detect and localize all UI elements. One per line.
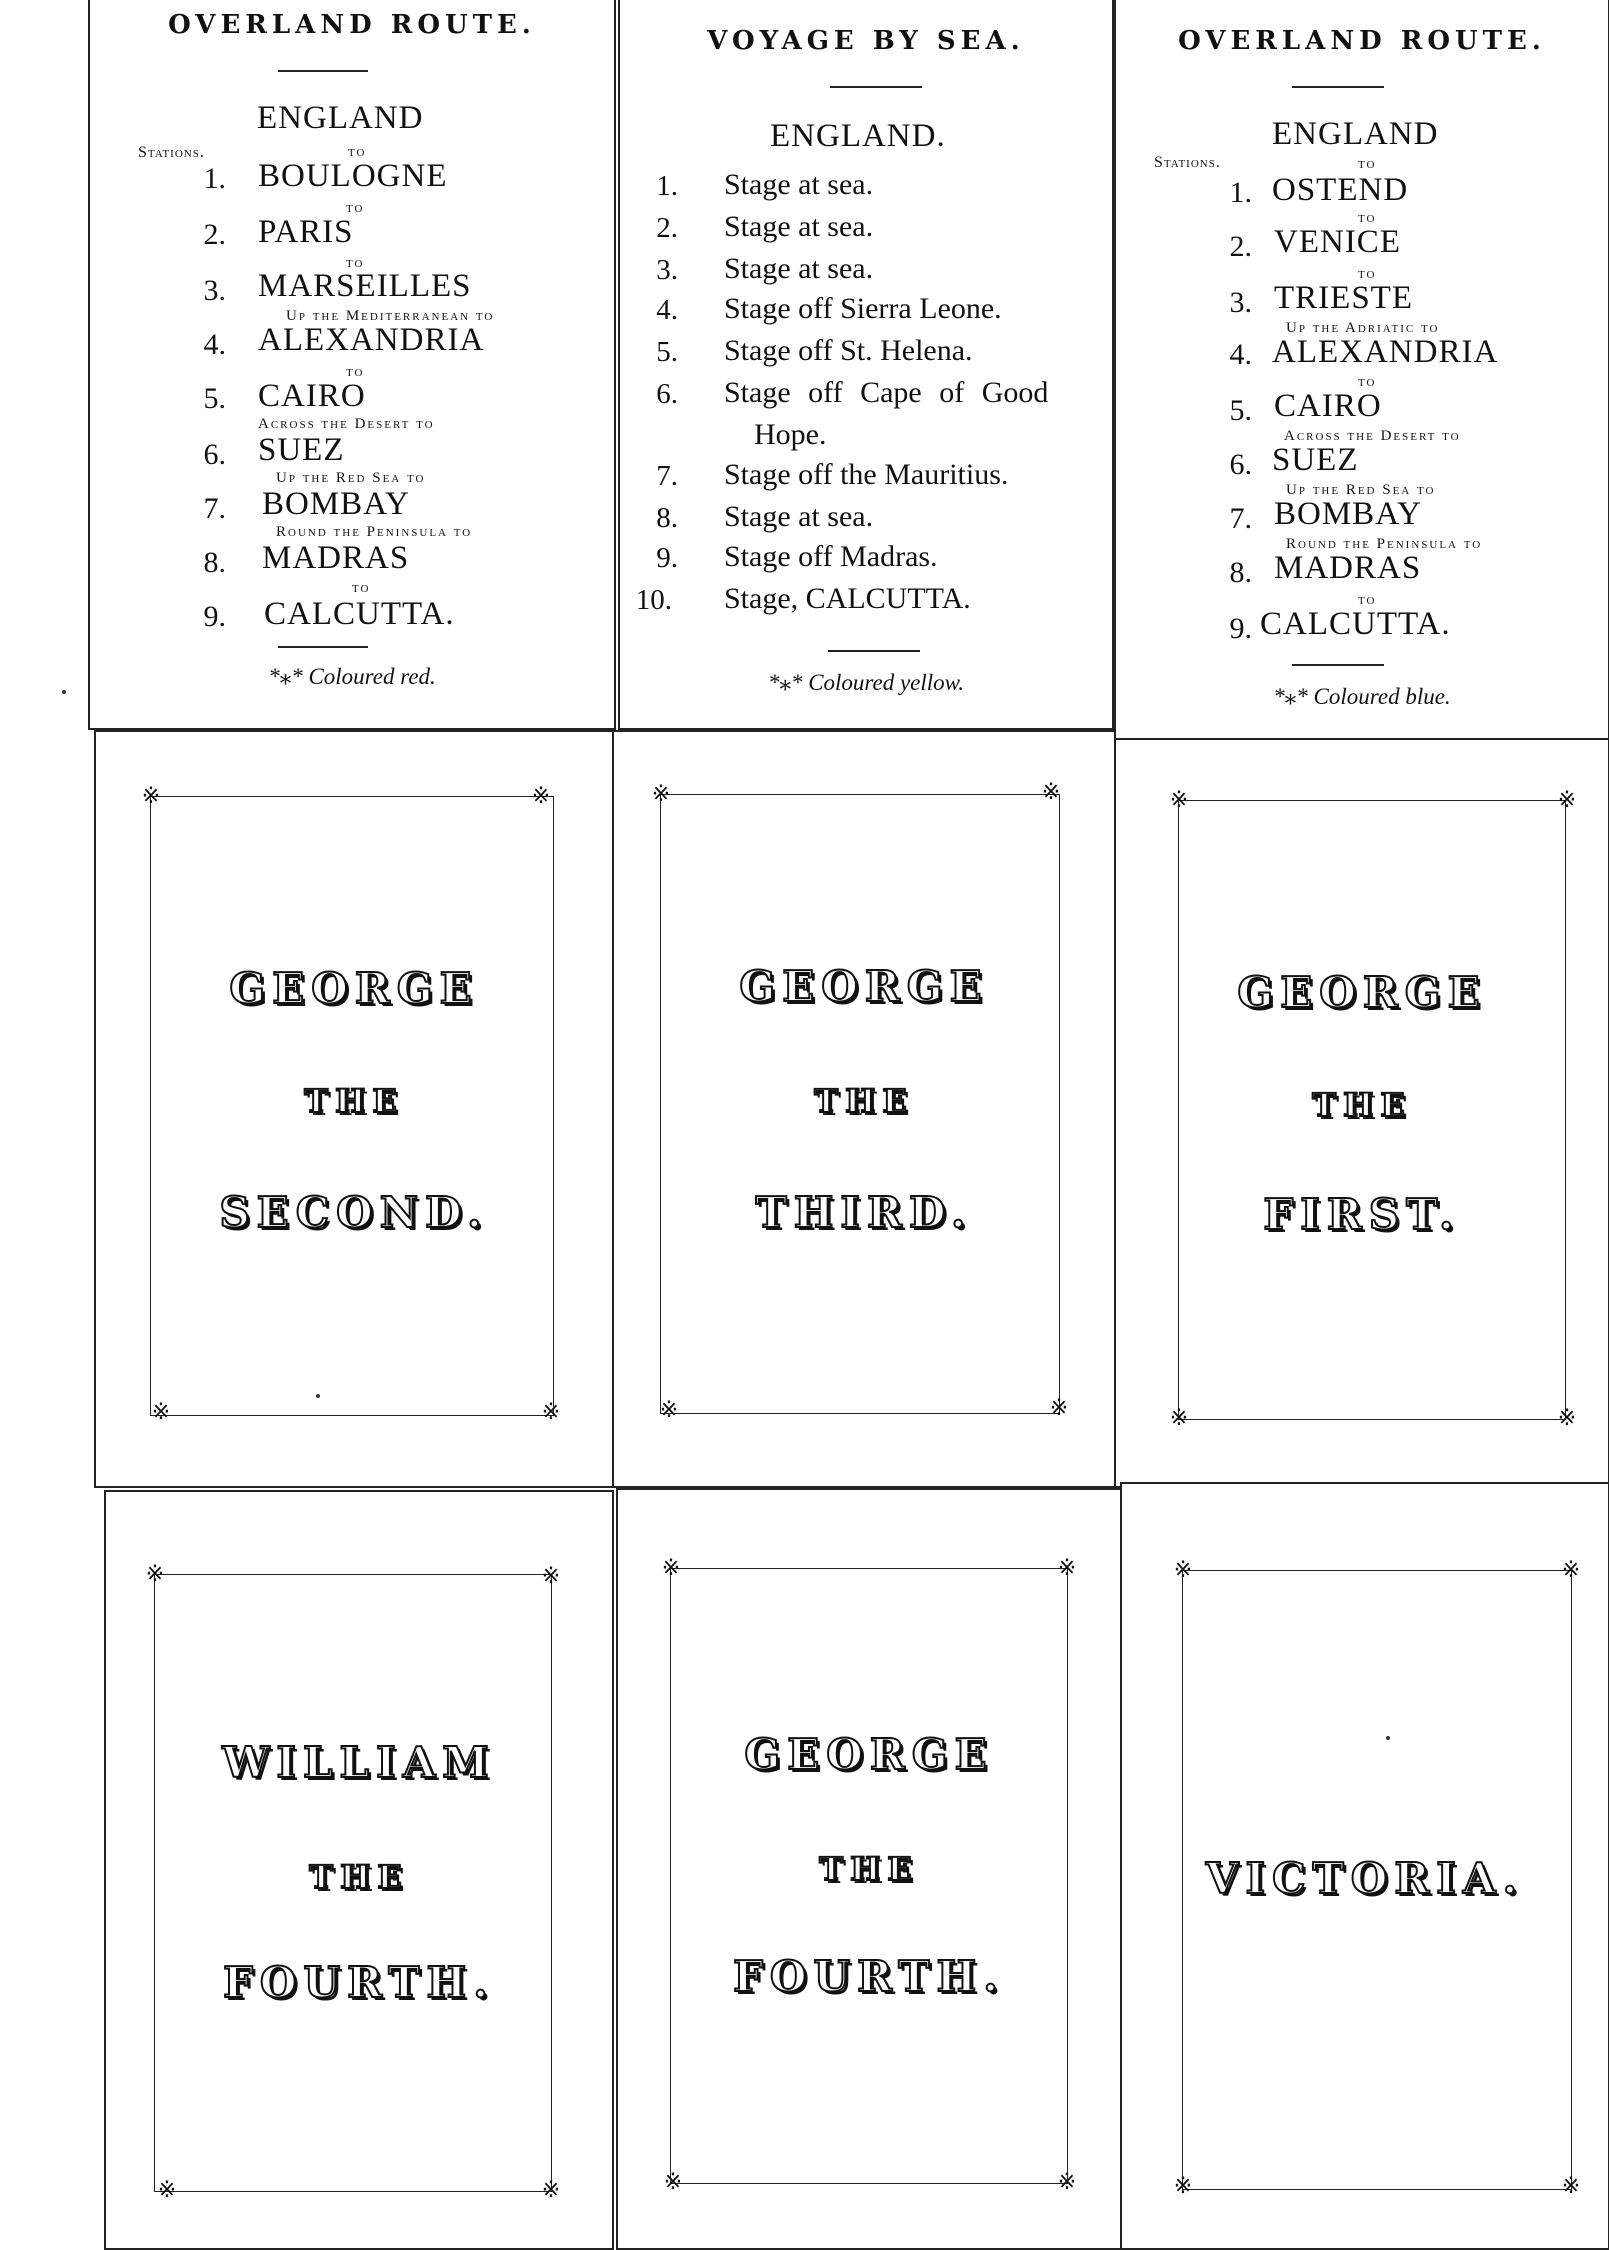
station-place: SUEZ [258, 432, 345, 468]
monarch-card-william-the-fourth [104, 1490, 614, 2250]
station-number: 3. [203, 274, 226, 307]
station-number: 9. [203, 600, 226, 633]
route-card-overland-blue [1114, 0, 1609, 740]
corner-ornament-icon: ※ [151, 1400, 171, 1425]
corner-ornament-icon: ※ [1173, 1558, 1193, 1583]
station-number: 1. [1229, 176, 1252, 209]
title-rule [278, 70, 368, 72]
station-via: Round the Peninsula to [1286, 536, 1483, 552]
monarch-the: THE [304, 1082, 404, 1120]
monarch-name: GEORGE [229, 964, 479, 1013]
station-number: 8. [1229, 556, 1252, 589]
stage-text: Stage at sea. [724, 168, 874, 201]
route-card-overland-red [88, 0, 616, 730]
route-title: OVERLAND ROUTE. [168, 10, 536, 40]
stage-text: Stage at sea. [724, 252, 874, 285]
corner-ornament-icon: ※ [1557, 788, 1577, 813]
station-place: BOMBAY [262, 486, 410, 522]
station-via: Up the Adriatic to [1286, 320, 1440, 336]
stage-number: 7. [656, 460, 678, 492]
stage-number: 2. [656, 212, 678, 244]
station-place: OSTEND [1272, 172, 1409, 208]
colour-note: *⁎* Coloured blue. [1273, 684, 1451, 709]
colour-note: *⁎* Coloured yellow. [767, 670, 965, 695]
station-via: Round the Peninsula to [276, 524, 473, 540]
stage-number: 5. [656, 336, 678, 368]
station-number: 1. [203, 162, 226, 195]
monarch-card-george-the-third [612, 730, 1116, 1488]
title-rule [830, 86, 922, 88]
corner-ornament-icon: ※ [1041, 780, 1061, 805]
corner-ornament-icon: ※ [1169, 1406, 1189, 1431]
corner-ornament-icon: ※ [141, 784, 161, 809]
station-place: CALCUTTA. [264, 596, 455, 632]
station-number: 6. [203, 438, 226, 471]
monarch-card-victoria [1120, 1482, 1609, 2250]
route-title: VOYAGE BY SEA. [707, 26, 1025, 56]
station-place: CAIRO [258, 378, 366, 414]
monarch-name: GEORGE [1237, 968, 1487, 1017]
station-place: BOMBAY [1274, 496, 1422, 532]
monarch-ordinal: FOURTH. [223, 1958, 495, 2007]
station-via: to [352, 580, 371, 596]
footer-rule [278, 646, 368, 648]
station-number: 3. [1229, 286, 1252, 319]
stage-number: 10. [635, 584, 672, 616]
station-via: Up the Mediterranean to [286, 308, 495, 324]
origin-label: ENGLAND [1272, 116, 1439, 152]
station-via: to [346, 255, 365, 271]
station-via: Across the Desert to [1284, 428, 1461, 444]
stage-text-continued: Hope. [754, 418, 827, 451]
monarch-card-george-the-second [94, 730, 614, 1488]
speck [1386, 1736, 1390, 1740]
corner-ornament-icon: ※ [541, 1564, 561, 1589]
stage-text: Stage off Madras. [724, 540, 938, 573]
corner-ornament-icon: ※ [541, 2178, 561, 2203]
station-number: 2. [203, 218, 226, 251]
corner-ornament-icon: ※ [531, 784, 551, 809]
monarch-name: WILLIAM [222, 1738, 496, 1787]
corner-ornament-icon: ※ [157, 2178, 177, 2203]
station-place: ALEXANDRIA [258, 322, 485, 358]
station-via: to [1358, 156, 1377, 172]
station-via: to [1358, 210, 1377, 226]
monarch-card-george-the-first [1114, 738, 1609, 1488]
monarch-name: GEORGE [739, 962, 989, 1011]
station-number: 9. [1229, 612, 1252, 645]
corner-ornament-icon: ※ [1057, 2170, 1077, 2195]
station-place: CAIRO [1274, 388, 1382, 424]
station-number: 4. [1229, 338, 1252, 371]
station-via: Up the Red Sea to [276, 470, 426, 486]
corner-ornament-icon: ※ [661, 1556, 681, 1581]
monarch-name: GEORGE [744, 1730, 994, 1779]
monarch-ordinal: FOURTH. [733, 1952, 1005, 2001]
speck [316, 1394, 320, 1398]
station-via: to [1358, 266, 1377, 282]
station-number: 5. [1229, 394, 1252, 427]
corner-ornament-icon: ※ [1561, 1558, 1581, 1583]
stage-text: Stage at sea. [724, 210, 874, 243]
corner-ornament-icon: ※ [1557, 1406, 1577, 1431]
station-place: ALEXANDRIA [1272, 334, 1499, 370]
station-number: 7. [1229, 502, 1252, 535]
route-card-voyage-yellow [618, 0, 1114, 730]
station-number: 7. [203, 492, 226, 525]
monarch-ordinal: FIRST. [1263, 1190, 1461, 1239]
monarch-the: THE [819, 1850, 919, 1888]
stage-number: 4. [656, 294, 678, 326]
stage-text: Stage, CALCUTTA. [724, 582, 971, 615]
speck [62, 690, 66, 694]
station-via: to [346, 200, 365, 216]
corner-ornament-icon: ※ [541, 1400, 561, 1425]
stage-text: Stage off Sierra Leone. [724, 292, 1002, 325]
station-place: VENICE [1274, 224, 1401, 260]
monarch-card-george-the-fourth [616, 1488, 1122, 2250]
corner-ornament-icon: ※ [1169, 788, 1189, 813]
station-number: 8. [203, 546, 226, 579]
monarch-the: THE [309, 1858, 409, 1896]
station-via: to [346, 364, 365, 380]
stations-label: Stations. [1154, 154, 1221, 171]
stage-number: 6. [656, 378, 678, 410]
station-number: 5. [203, 382, 226, 415]
origin-label: ENGLAND [257, 100, 424, 136]
corner-ornament-icon: ※ [663, 2170, 683, 2195]
footer-rule [1292, 664, 1384, 666]
stage-text: Stage off Cape of Good [724, 376, 1049, 409]
station-place: BOULOGNE [258, 158, 448, 194]
stage-number: 1. [656, 170, 678, 202]
monarch-the: THE [814, 1082, 914, 1120]
station-via: to [1358, 374, 1377, 390]
corner-ornament-icon: ※ [1561, 2174, 1581, 2199]
corner-ornament-icon: ※ [145, 1562, 165, 1587]
station-via: Up the Red Sea to [1286, 482, 1436, 498]
colour-note: *⁎* Coloured red. [268, 664, 436, 689]
footer-rule [828, 650, 920, 652]
station-place: SUEZ [1272, 442, 1359, 478]
stage-number: 9. [656, 542, 678, 574]
station-number: 2. [1229, 230, 1252, 263]
station-place: MARSEILLES [258, 268, 472, 304]
station-place: MADRAS [1274, 550, 1422, 586]
corner-ornament-icon: ※ [1049, 1396, 1069, 1421]
monarch-ordinal: SECOND. [219, 1188, 489, 1237]
station-via: Across the Desert to [258, 416, 435, 432]
stage-number: 8. [656, 502, 678, 534]
monarch-ordinal: THIRD. [755, 1188, 973, 1237]
station-number: 6. [1229, 448, 1252, 481]
station-place: MADRAS [262, 540, 410, 576]
corner-ornament-icon: ※ [1057, 1556, 1077, 1581]
corner-ornament-icon: ※ [1173, 2174, 1193, 2199]
station-place: CALCUTTA. [1260, 606, 1451, 642]
stage-text: Stage at sea. [724, 500, 874, 533]
title-rule [1292, 86, 1384, 88]
corner-ornament-icon: ※ [651, 782, 671, 807]
route-title: OVERLAND ROUTE. [1178, 26, 1546, 56]
stage-text: Stage off the Mauritius. [724, 458, 1009, 491]
stations-label: Stations. [138, 144, 205, 161]
station-place: TRIESTE [1274, 280, 1413, 316]
station-number: 4. [203, 328, 226, 361]
stage-text: Stage off St. Helena. [724, 334, 973, 367]
station-place: PARIS [258, 214, 354, 250]
stage-number: 3. [656, 254, 678, 286]
origin-label: ENGLAND. [770, 118, 946, 154]
monarch-the: THE [1312, 1086, 1412, 1124]
monarch-name: VICTORIA. [1205, 1854, 1525, 1903]
corner-ornament-icon: ※ [659, 1398, 679, 1423]
station-via: to [1358, 592, 1377, 608]
station-via: to [348, 144, 367, 160]
